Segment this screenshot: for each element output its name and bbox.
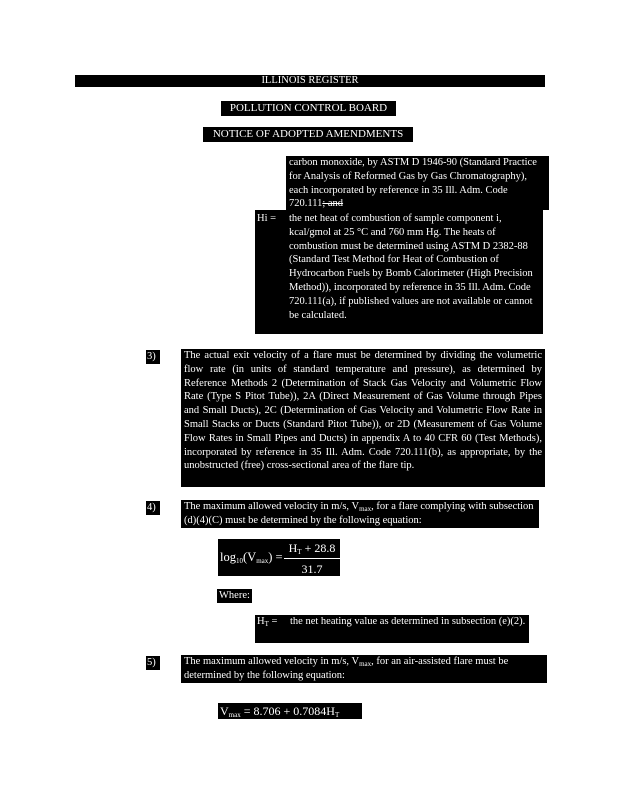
equation-denominator: 31.7 [301,562,323,576]
item5-number: 5) [146,656,160,670]
notice-title: NOTICE OF ADOPTED AMENDMENTS [203,127,413,142]
item4-number: 4) [146,501,160,515]
item5-text: The maximum allowed velocity in m/s, $V_{max}$, for an air-assisted flare must be determined by the following equation: [181,655,547,683]
ht-label: $H_T$ = [257,616,278,628]
hi-label: Hi = [257,213,277,224]
definition-struck-text: ; and [322,198,344,210]
register-title: ILLINOIS REGISTER [261,75,359,86]
board-title: POLLUTION CONTROL BOARD [221,101,396,116]
where-label: Where: [219,590,250,601]
ht-definition-block [255,615,529,643]
item3-number: 3) [146,350,160,364]
equation-lhs: $\log_{10}(V_{max})$ = [220,550,283,565]
hi-definition-text: the net heat of combustion of sample component i, kcal/gmol at 25 °C and 760 mm Hg. The heats of combustion must be determined using ASTM D 2382-88 (Standard Test Method for Heat of Combustion of Hydrocarbon Fuels by Bomb Calorimeter (High Precision Method)), incorporated by reference in 35 Ill. Adm. Code 720.111(a), if published values are not available or cannot be calculated. [289,213,533,321]
air-assisted-equation: $V_{max} = 8.706 + 0.7084H_T$ [218,703,362,719]
fraction-bar [284,558,340,559]
item3-text: The actual exit velocity of a flare must be determined by dividing the volumetric flow rate (in units of standard temperature and pressure), as determined by Reference Methods 2 (Determination of Stack Gas Velocity and Volumetric Flow Rate (Type S Pitot Tube)), 2A (Direct Measurement of Gas Volume through Pipes and Small Ducts), 2C (Determination of Gas Velocity and Volumetric Flow Rate in Small Stacks or Ducts (Standard Pitot Tube)), or 2D (Measurement of Gas Volume Flow Rates in Small Pipes and Ducts) in appendix A to 40 CFR 60 (Test Methods), incorporated by reference in 35 Ill. Adm. Code 720.111(b), as appropriate, by the unobstructed (free) cross-sectional area of the flare tip. [181,349,545,487]
hi-definition-block [255,210,543,334]
definition-continued-text: carbon monoxide, by ASTM D 1946-90 (Standard Practice for Analysis of Reformed Gas by Gas Chromatography), each incorporated by reference in 35 Ill. Adm. Code 720.111 [289,157,537,210]
equation-numerator: $H_T + 28.8$ [288,541,336,556]
item4-text: The maximum allowed velocity in m/s, $V_{max}$, for a flare complying with subsection (d)(4)(C) must be determined by the following equation: [181,500,539,528]
definition-continued [286,156,549,210]
ht-definition-text: the net heating value as determined in subsection (e)(2). [290,616,526,627]
